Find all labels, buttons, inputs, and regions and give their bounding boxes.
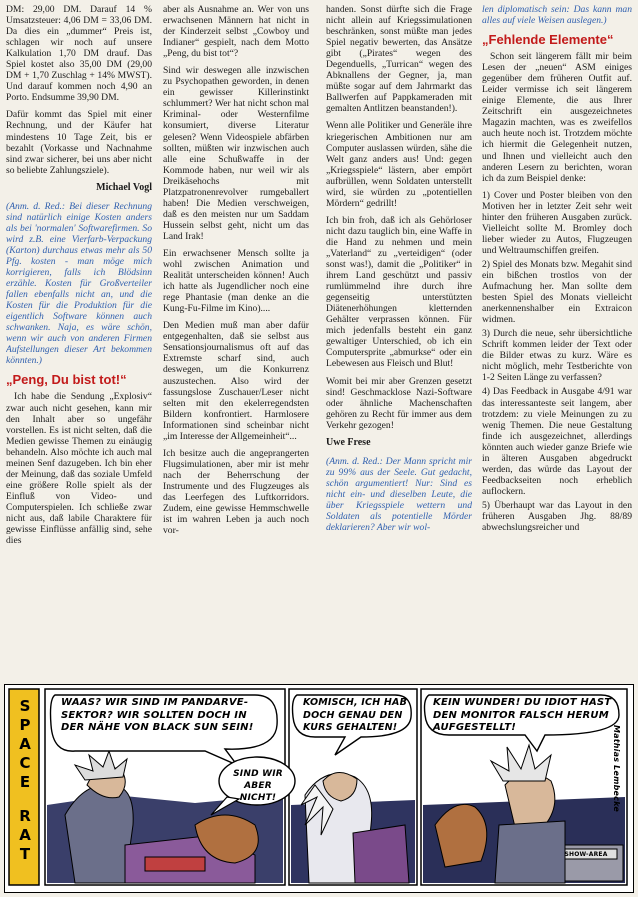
letter-text: Ich besitze auch die angeprangerten Flugsimulationen, aber mir ist mehr nach der Beherrschung der Instrumente und des Flugzeuges als das Leerfegen des Luftkorridors. Zudem, eine gewisse Hemmschwelle ist im wahren Leben ja auch noch vor- — [163, 447, 309, 537]
letter-text: Den Medien muß man aber dafür entgegenhalten, daß sie selbst aus Sensationsjournalismus oft auf das Extremste scharf sind, auch deswegen, um die Konkurrenz auszustechen. Also wird der fassungslose Zuschauer/Leser nicht selten mit den ekelerregendsten Bildern konfrontiert. Harmlosere Informationen sind scheinbar nicht „im Interesse der Allgemeinheit“... — [163, 320, 309, 442]
comic-strip — [4, 684, 634, 893]
speech-bubble-panel-2: KOMISCH, ICH HAB DOCH GENAU DEN KURS GEHALTEN! — [303, 697, 408, 733]
editor-note — [6, 201, 152, 367]
letter-signature: Michael Vogl — [96, 181, 152, 193]
comic-title-letter: R — [19, 807, 31, 825]
editor-note — [482, 4, 632, 26]
ship-display-label: SHOW-AREA — [564, 851, 608, 858]
editor-note-text: (Anm. d. Red.: Der Mann spricht mir zu 99% aus der Seele. Gut gedacht, schön argumentiert! Nur: Sind es nicht ein- und dieselben Leute, die über Kriegsspiele wettern und Soldaten als potentielle Mörder deklarieren? Aber wir wol- — [326, 455, 472, 534]
comic-title-letter: T — [19, 845, 31, 863]
list-item: 2) Spiel des Monats bzw. Megahit sind ein bißchen trostlos von der Aufmachung her. Man sollte dem besten Spiel des Monats vielleicht anerkennenshalber ein Extraicon widmen. — [482, 258, 632, 326]
column-4 — [482, 4, 632, 678]
letter-text: Ich habe die Sendung „Explosiv“ zwar auch nicht gesehen, kann mir den Inhalt aber so ungefähr vorstellen. Es ist nicht selten, daß die Medien gewisse Themen zu einäugig behandeln. Also möchte ich auch mal meinen Senf dazugeben. Ich bin eher der Meinung, daß das soziale Umfeld eine größere Rolle spielt als der Einfluß von Video- und Computerspielen. Ich schließe zwar nicht aus, daß labile Charaktere für gewisse Einflüsse anfällig sind, sehe dies — [6, 391, 152, 547]
editor-note — [326, 456, 472, 533]
list-item: 5) Überhaupt war das Layout in den früheren Ausgaben Jhg. 88/89 abwechslungsreicher und — [482, 499, 632, 534]
speech-bubble-panel-1-small: SIND WIR ABER NICHT! — [233, 769, 283, 803]
comic-title-letter: A — [19, 735, 31, 753]
speech-bubble-panel-3: KEIN WUNDER! DU IDIOT HAST DEN MONITOR FALSCH HERUM AUFGESTELLT! — [433, 697, 612, 733]
comic-title-letter: P — [19, 716, 31, 734]
letter-text: handen. Sonst dürfte sich die Frage nicht allein auf Kriegssimulationen beschränken, sonst müßte man jedes Spiel negativ bewerten, das Ansätze gibt („Pirates“ wegen des Degenduells, „Turrican“ wegen des Abknallens der Gegner, ja, man müßte sogar auf dem Jahrmarkt das Ballwerfen auf Pappkameraden mit gemalten Antlitzen beanstanden!). — [326, 4, 472, 115]
letter-heading: „Peng, Du bist tot!“ — [6, 372, 127, 388]
speech-bubble-panel-1: WAAS? WIR SIND IM PANDARVE-SEKTOR? WIR SOLLTEN DOCH IN DER NÄHE VON BLACK SUN SEIN! — [61, 697, 254, 733]
letter-text: Wenn alle Politiker und Generäle ihre kriegerischen Ambitionen nur am Computer auslassen würden, sähe die Welt ganz anders aus! Und: gegen „Kriegsspiele“ lästern, aber empört aufbrüllen, wenn Soldaten unterstellt wird, sie würden zu „potentiellen Mördern“ gedrillt! — [326, 120, 472, 209]
comic-title-letter: S — [19, 697, 31, 715]
letter-text: Ich bin froh, daß ich als Gehörloser nicht dazu tauglich bin, eine Waffe in die Hand zu nehmen und mein „Vaterland“ zu „verteidigen“ (oder sonst was!), damit die „Politiker“ in ihrem Land geschützt und passiv rumlümmelnd ihre durch ihre gegenseitig unterstützten Diätenerhöhungen kletternden Gehälter verprassen können. Für mich jedenfalls besteht ein ganz gewaltiger Unterschied, ob ich ein Computersprite „abmurkse“ oder ein Lebewesen aus Fleisch und Blut! — [326, 214, 472, 370]
comic-title-letter: A — [19, 826, 31, 844]
column-2 — [163, 4, 309, 678]
letter-signature: Uwe Frese — [326, 436, 371, 448]
editor-note-text: (Anm. d. Red.: Bei dieser Rechnung sind natürlich einige Kosten anders als bei 'normalen' Softwarefirmen. So wird z.B. eine Vierfarb-Verpackung (Karton) durchaus etwas mehr als 50 Pfg. kosten - man möge mich korrigieren, falls ich Blödsinn erzähle. Kosten für Großverteiler fallen ebenfalls nicht an, und die Kosten für die Produktion für die eigentlich Software können auch schwanken. Naja, es wäre schön, wenn wir auch von anderen Firmen Aufstellungen dieser Art bekommen könnten.) — [6, 200, 152, 367]
comic-title-letter: E — [19, 773, 31, 791]
list-item: 1) Cover und Poster bleiben von den Motiven her in letzter Zeit sehr weit hinter den früheren Ausgaben zurück. Vielleicht sollte M. Bromley doch lieber wieder zu Autos, Flugzeugen und Weltraumschiffen greifen. — [482, 189, 632, 256]
artist-signature: Mathias Lembecke — [612, 725, 621, 812]
column-1 — [6, 4, 152, 678]
letter-text: DM: 29,00 DM. Darauf 14 % Umsatzsteuer: 4,06 DM = 33,06 DM. Da dies ein „dummer“ Preis ist, schlagen wir noch auf unsere Kalkulation 1,70 DM drauf. Das Spiel kostet also 35,00 DM (29,00 DM + 1,70 Zuschlag + 14% MWST). Und darauf kommen noch 4,90 an Porto. Endsumme 39,90 DM. — [6, 4, 152, 104]
letter-text: Ein erwachsener Mensch sollte ja wohl zwischen Animation und Realität unterscheiden können! Auch ich hatte als Jugendlicher noch eine rege Phantasie (man denke an die Kung-Fu-Filme im Kino).... — [163, 247, 309, 315]
letter-text: Dafür kommt das Spiel mit einer Rechnung, und der Käufer hat mindestens 10 Tage Zeit, bis er bezahlt (Vorkasse und Nachnahme sind zwar sicherer, bei uns aber nicht so beliebte Zahlungsziele). — [6, 109, 152, 176]
letter-text: aber als Ausnahme an. Wer von uns erwachsenen Männern hat nicht in der Kinderzeit selbst „Cowboy und Indianer“ gespielt, nach dem Motto „Peng, du bist tot“? — [163, 4, 309, 60]
column-3 — [326, 4, 472, 678]
numbered-list — [482, 190, 632, 533]
list-item: 4) Das Feedback in Ausgabe 4/91 war das interessanteste seit langem, aber trotzdem: zu viele Meinungen zu zu wenig Themen. Die neue Gestaltung finde ich ausgezeichnet, allerdings könnten auch wieder ganze Briefe wie in älteren Ausgaben abgedruckt werden, das würde das Layout der Feedbackseiten noch erheblich auflockern. — [482, 386, 632, 497]
list-item: 3) Durch die neue, sehr übersichtliche Schrift kommen leider der Text oder die Bilder etwas zu kurz. Wäre es nicht möglich, mehr Testberichte von 1-2 Seiten Länge zu verfassen? — [482, 328, 632, 384]
letter-text: Schon seit längerem fällt mir beim Lesen der „neuen“ ASM einiges gegenüber dem früheren Outfit auf. Leider vermisse ich seit längerem einige Elemente, die aus Ihrer Zeitschrift ein ausgezeichnetes Magazin machten, was es zweifellos auch heute noch ist. Trotzdem möchte ich hiermit die Gelegenheit nutzen, und Ihnen und vielleicht auch den anderen Lesern zu berichten, woran ich da zum Beispiel denke: — [482, 51, 632, 184]
comic-title-letter: C — [19, 754, 31, 772]
letter-text: Sind wir deswegen alle inzwischen zu Psychopathen geworden, in denen ein gewisser Killerinstinkt schlummert? Wer hat nicht schon mal Kriminal- oder Westernfilme konsumiert, diverse Literatur gelesen? Wenn Videospiele abfärben sollten, müßten wir inzwischen auch alle eine Schußwaffe in der Kommode haben, nur weil wir als Dreikäsehochs mit Platzpatronenrevolver rumgeballert haben! Die Medien verschweigen, daß es den meisten nur um Saddam Hussein selbst geht, nicht um das Land Irak! — [163, 65, 309, 242]
letter-text: Womit bei mir aber Grenzen gesetzt sind! Geschmacklose Nazi-Software oder ähnliche Machenschaften gehören zu Recht für immer aus dem Verkehr gezogen! — [326, 375, 472, 431]
editor-note-text: len diplomatisch sein: Das kann man alles auf viele Weisen auslegen.) — [482, 4, 632, 27]
letter-heading: „Fehlende Elemente“ — [482, 32, 614, 48]
